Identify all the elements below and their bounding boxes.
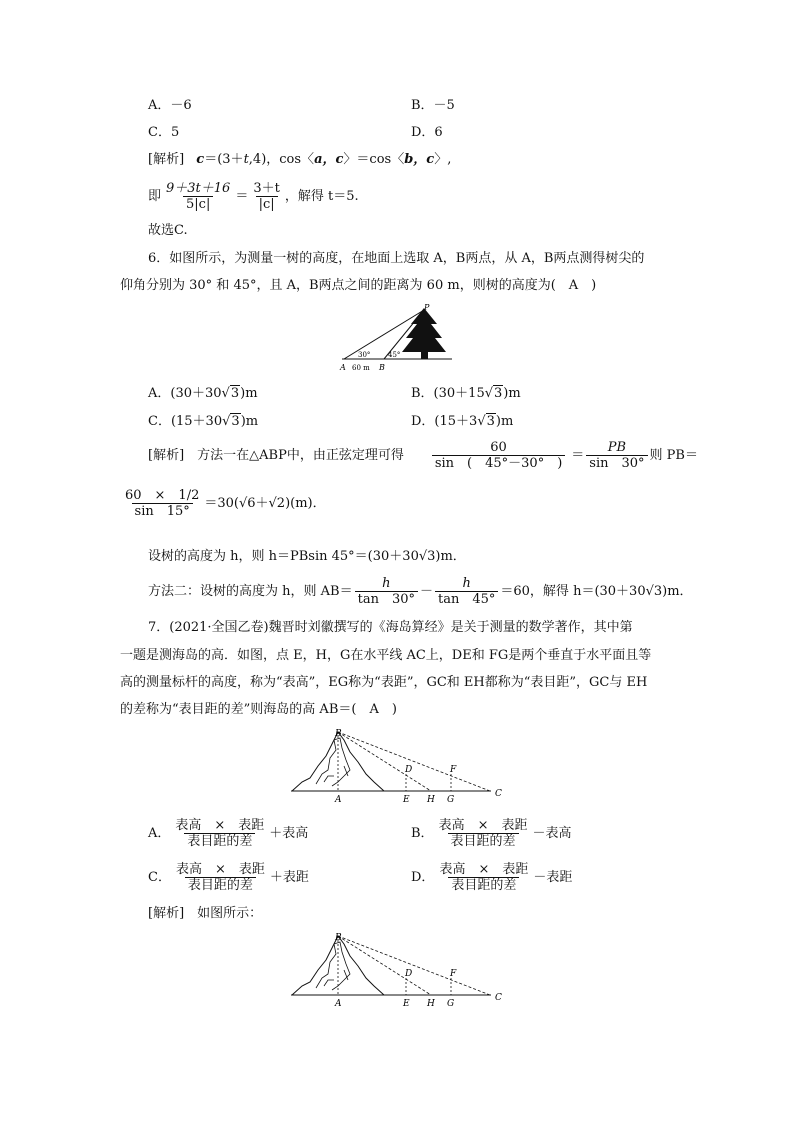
label-a: A — [335, 999, 342, 1009]
numerator: 9＋3t＋16 — [166, 181, 231, 196]
q7-option-d — [411, 858, 572, 898]
label-a: A — [340, 363, 346, 372]
q6-analysis-line2 — [120, 484, 326, 524]
q7-island-figure — [288, 726, 512, 806]
sight-line-d — [338, 936, 431, 995]
text: )m — [240, 386, 258, 401]
q5-option-d: D．6 — [411, 125, 443, 140]
label-c: C — [495, 993, 502, 1003]
q6-option-a: A．(30＋30√3)m — [148, 386, 258, 401]
q7-stem-line2: 一题是测海岛的高．如图，点 E，H，G在水平线 AC上，DE和 FG是两个垂直于水平面且等 — [120, 648, 652, 663]
q5-analysis-line1 — [148, 152, 451, 168]
denominator: 表目距的差 — [448, 877, 519, 893]
sight-line-d — [338, 732, 431, 791]
label-a: A — [335, 795, 342, 805]
vector-a: a — [314, 152, 323, 167]
q6-analysis-line3: 设树的高度为 h，则 h＝PBsin 45°＝(30＋30√3)m． — [148, 549, 466, 564]
fraction — [436, 862, 531, 893]
q7-stem-line1: 7．(2021·全国乙卷)魏晋时刘徽撰写的《海岛算经》是关于测量的数学著作，其中第 — [148, 620, 633, 635]
q6-option-b: B．(30＋15√3)m — [411, 386, 521, 401]
denominator: sin 30° — [586, 455, 647, 471]
radicand: 3 — [231, 414, 240, 429]
denominator: 表目距的差 — [448, 833, 519, 849]
sight-line-f — [338, 732, 490, 791]
label-g: G — [447, 795, 455, 805]
vector-b: b — [404, 152, 414, 167]
text: ＝(3＋ — [204, 152, 244, 167]
label-distance: 60 m — [352, 364, 370, 372]
label-c: C — [495, 789, 502, 799]
tree-icon — [402, 308, 446, 352]
label-h: H — [427, 795, 435, 805]
label-e: E — [403, 795, 410, 805]
var-t: t — [243, 152, 249, 167]
text: ＝60，解得 h＝(30＋30√3)m． — [500, 584, 693, 599]
tree-trunk — [421, 351, 428, 359]
label-d: D — [405, 765, 413, 775]
numerator: 表高 × 表距 — [175, 818, 265, 833]
q7-analysis: [解析] 如图所示： — [148, 906, 263, 921]
denominator: 表目距的差 — [184, 833, 255, 849]
text: ＋表高 — [269, 826, 309, 841]
numerator: 3＋t — [253, 181, 280, 196]
text: 即 — [148, 189, 162, 204]
text: )m — [503, 386, 521, 401]
text: ,4)，cos〈 — [248, 152, 315, 167]
label-b: B — [335, 729, 342, 739]
q7-stem-line4: 的差称为“表目距的差”则海岛的高 AB＝( A ) — [120, 702, 397, 717]
label-d: D — [405, 969, 413, 979]
radicand: 3 — [230, 386, 240, 401]
text: C．(15＋30 — [148, 414, 223, 429]
text: ＝30(√6＋√2)(m)． — [204, 496, 326, 511]
radicand: 3 — [494, 386, 503, 401]
fraction — [432, 440, 565, 471]
vector-c: c — [196, 152, 205, 167]
text: B．(30＋15 — [411, 386, 485, 401]
fraction — [436, 818, 531, 849]
text: )m — [240, 414, 259, 429]
denominator: sin 15° — [132, 503, 193, 519]
text: C． — [148, 870, 171, 885]
text: －表高 — [532, 826, 572, 841]
q5-option-a: A．－6 — [148, 98, 192, 113]
q6-analysis-line1: [解析] 方法一在△ABP中，由正弦定理可得 $\frac{60}{\sin ( 45^\circ-30^\circ )}$ ＝ $\frac{PB}{\sin 30^\circ}$ 则 PB＝ — [148, 440, 698, 471]
text: B． — [411, 826, 434, 841]
text: 则 PB＝ — [649, 448, 698, 463]
numerator: 60 — [490, 440, 507, 455]
denominator: tan 45° — [435, 591, 498, 607]
text: ，解得 t＝5. — [284, 189, 359, 204]
numerator: 表高 × 表距 — [438, 818, 528, 833]
q6-stem-line2: 仰角分别为 30° 和 45°，且 A，B两点之间的距离为 60 m，则树的高度为( A ) — [120, 278, 597, 293]
text: A． — [148, 826, 171, 841]
numerator: 表高 × 表距 — [439, 862, 529, 877]
q7-island-figure-analysis — [288, 930, 512, 1010]
text: 〉＝cos〈 — [343, 152, 405, 167]
q5-option-b: B．－5 — [411, 98, 455, 113]
fraction — [435, 576, 498, 607]
text: )m — [495, 414, 514, 429]
radicand: 3 — [486, 414, 495, 429]
numerator: PB — [607, 440, 627, 455]
q7-stem-line3: 高的测量标杆的高度，称为“表高”，EG称为“表距”，GC和 EH都称为“表目距”，GC与 EH — [120, 675, 648, 690]
text: 方法二：设树的高度为 h，则 AB＝ — [148, 584, 353, 599]
q5-option-c: C．5 — [148, 125, 180, 140]
text: 〉, — [434, 152, 452, 167]
denominator: tan 30° — [355, 591, 418, 607]
fraction — [355, 576, 418, 607]
q6-analysis-line4: 方法二：设树的高度为 h，则 AB＝ $\frac{h}{\tan 30^\circ}$ － $\frac{h}{\tan 45^\circ}$ ＝60，解得 h＝(30＋30√3)m． — [148, 576, 693, 607]
fraction — [173, 862, 268, 893]
fraction — [172, 818, 267, 849]
q5-analysis-line2: 即 $\frac{9+3t+16}{5|c|}$ ＝ $\frac{3+t}{|c|}$ ，解得 t＝5. — [148, 181, 359, 212]
vector-c: ，c — [413, 152, 435, 167]
label-f: F — [450, 765, 457, 775]
numerator: h — [382, 576, 391, 591]
fraction — [122, 488, 202, 519]
text: ＋表距 — [269, 870, 309, 885]
denominator: 表目距的差 — [185, 877, 256, 893]
text: －表距 — [533, 870, 573, 885]
label-f: F — [450, 969, 457, 979]
label-p: P — [424, 303, 430, 312]
vector-c: ，c — [322, 152, 344, 167]
denominator: |c| — [256, 196, 278, 212]
fraction — [586, 440, 647, 471]
q6-option-c: C．(15＋30√3)m — [148, 414, 259, 429]
q7-option-b — [411, 814, 571, 854]
numerator: h — [462, 576, 471, 591]
label-b: B — [335, 933, 342, 943]
label-angle-45: 45° — [388, 351, 401, 359]
label-g: G — [447, 999, 455, 1009]
label-angle-30: 30° — [358, 351, 371, 359]
fraction — [250, 181, 283, 212]
sight-line-f — [338, 936, 490, 995]
q6-option-d: D．(15＋3√3)m — [411, 414, 514, 429]
label-h: H — [427, 999, 435, 1009]
text: A．(30＋30 — [148, 386, 222, 401]
q7-option-a — [148, 814, 308, 854]
numerator: 表高 × 表距 — [175, 862, 265, 877]
denominator: 5|c| — [183, 196, 213, 212]
fraction — [163, 181, 233, 212]
q6-stem-line1: 6．如图所示，为测量一树的高度，在地面上选取 A，B两点，从 A，B两点测得树尖的 — [148, 251, 645, 266]
q7-option-c — [148, 858, 309, 898]
text: D． — [411, 870, 435, 885]
text: [解析] 方法一在△ABP中，由正弦定理可得 — [148, 448, 404, 463]
text: D．(15＋3 — [411, 414, 478, 429]
q6-tree-figure — [336, 302, 456, 374]
q5-analysis-line3: 故选C. — [148, 223, 188, 238]
analysis-tag: [解析] — [148, 152, 185, 167]
numerator: 60 × 1/2 — [125, 488, 200, 503]
denominator: sin ( 45°－30° ) — [432, 455, 565, 471]
label-e: E — [403, 999, 410, 1009]
label-b: B — [379, 363, 385, 372]
